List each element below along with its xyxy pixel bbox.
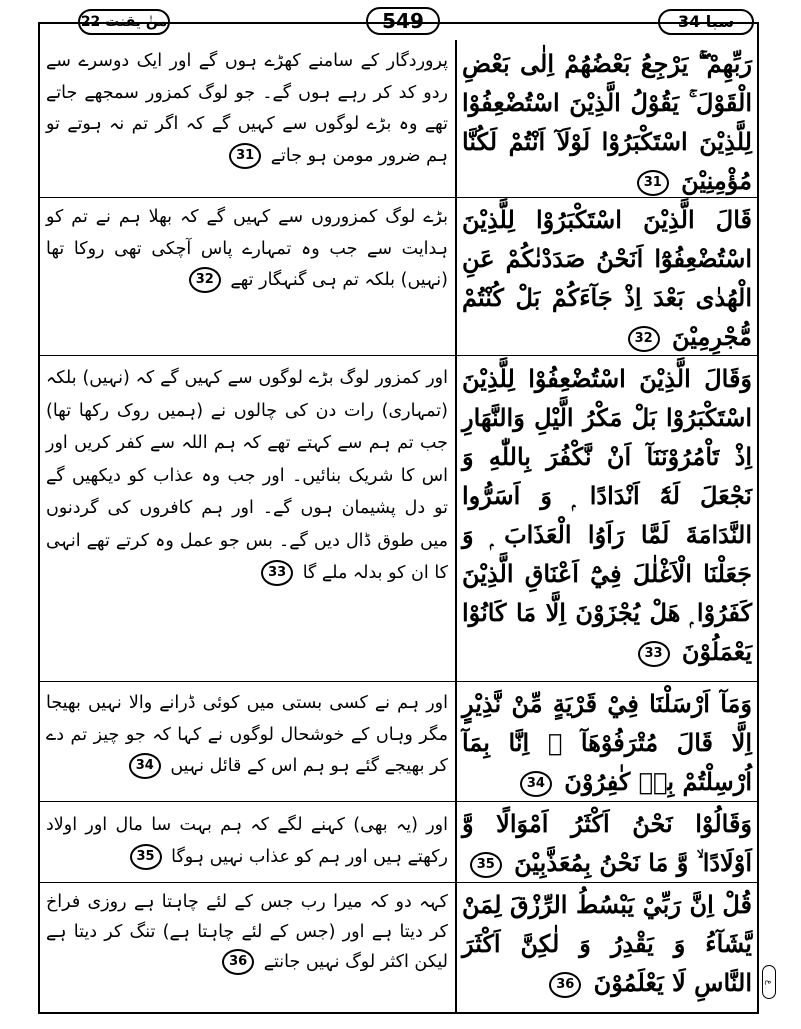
section-divider: [40, 801, 455, 802]
urdu-translation-block: [46, 202, 448, 297]
verse-number-marker: 32: [628, 326, 660, 352]
urdu-translation-block: [46, 46, 448, 172]
urdu-text: اور کمزور لوگ بڑے لوگوں سے کہیں گے کہ (نہیں) بلکہ (تمہاری) رات دن کی چالوں نے (ہمیں روک رکھا تھا) جب تم ہم سے کہتے تھے کہ ہم اللہ سے کفر کریں اور اس کا شریک بنائیں۔ اور جب وہ عذاب کو دیکھیں گے تو دل پشیمان ہوں گے۔ اور ہم کافروں کی گردنوں میں طوق ڈال دیں گے۔ بس جو عمل وہ کرتے تھے انہی کا ان کو بدلہ ملے گا: [46, 368, 448, 583]
arabic-text: وَمَآ اَرْسَلْنَا فِيْ قَرْيَةٍ مِّنْ نَّذِيْرٍ اِلَّا قَالَ مُتْرَفُوْهَآ ۙ اِنَّا بِمَآ اُرْسِلْتُمْ بِهٖ كٰفِرُوْنَ: [462, 689, 752, 796]
arabic-verse-block: [462, 684, 752, 801]
urdu-text: اور ہم نے کسی بستی میں کوئی ڈرانے والا نہیں بھیجا مگر وہاں کے خوشحال لوگوں نے کہا کہ جو چیز تم دے کر بھیجے گئے ہو ہم اس کے قائل نہیں: [46, 693, 448, 776]
section-divider: [457, 801, 757, 802]
verse-number-marker: 31: [229, 143, 261, 169]
arabic-text: وَقَالَ الَّذِيْنَ اسْتُضْعِفُوْا لِلَّذِيْنَ اسْتَكْبَرُوْا بَلْ مَكْرُ الَّيْلِ وَالنَّهَارِ اِذْ تَاْمُرُوْنَنَآ اَنْ نَّكْفُرَ بِاللّٰهِ وَ نَجْعَلَ لَهٗٓ اَنْدَادًا ۭ وَ اَسَرُّوا النَّدَامَةَ لَمَّا رَاَوُا الْعَذَابَ ۭ وَ جَعَلْنَا الْاَغْلٰلَ فِيْٓ اَعْنَاقِ الَّذِيْنَ كَفَرُوْا ۭ هَلْ يُجْزَوْنَ اِلَّا مَا كَانُوْا يَعْمَلُوْنَ: [462, 364, 752, 666]
arabic-text: رَبِّهِمْ ۖۚ يَرْجِعُ بَعْضُهُمْ اِلٰى بَعْضِ الْقَوْلَ ۚ يَقُوْلُ الَّذِيْنَ اسْتُضْعِفُوْا لِلَّذِيْنَ اسْتَكْبَرُوْا لَوْلَآ اَنْتُمْ لَكُنَّا مُؤْمِنِيْنَ: [462, 49, 752, 195]
urdu-text: پروردگار کے سامنے کھڑے ہوں گے اور ایک دوسرے سے ردو کد کر رہے ہوں گے۔ جو لوگ کمزور سمجھے جاتے تھے وہ بڑے لوگوں سے کہیں گے کہ اگر تم نہ ہوتے تو ہم ضرور مومن ہو جاتے: [46, 51, 448, 166]
section-divider: [40, 355, 455, 356]
section-divider: [40, 882, 455, 883]
verse-number-marker: 36: [222, 949, 254, 975]
verse-number-marker: 33: [638, 641, 670, 667]
urdu-translation-block: [46, 810, 448, 873]
arabic-verse-block: [462, 44, 752, 200]
urdu-translation-block: [46, 887, 448, 977]
arabic-verse-block: [462, 885, 752, 1002]
section-divider: [40, 681, 455, 682]
section-divider: [457, 681, 757, 682]
urdu-translation-block: [46, 688, 448, 783]
header-juz-label: منٰ یقنت 22: [78, 9, 170, 35]
verse-number-marker: 33: [261, 560, 293, 586]
urdu-text: بڑے لوگ کمزوروں سے کہیں گے کہ بھلا ہم نے تم کو ہدایت سے جب وہ تمہارے پاس آچکی تھی روکا تھا (نہیں) بلکہ تم ہی گنہگار تھے: [46, 207, 448, 290]
arabic-text: قَالَ الَّذِيْنَ اسْتَكْبَرُوْا لِلَّذِيْنَ اسْتُضْعِفُوْٓا اَنَحْنُ صَدَدْنٰكُمْ عَنِ الْهُدٰى بَعْدَ اِذْ جَآءَكُمْ بَلْ كُنْتُمْ مُّجْرِمِيْنَ: [462, 205, 752, 351]
arabic-verse-block: [462, 359, 752, 671]
page-number: 549: [366, 7, 440, 35]
urdu-text: کہہ دو کہ میرا رب جس کے لئے چاہتا ہے روزی فراخ کر دیتا ہے اور (جس کے لئے چاہتا ہے) تنگ کر دیتا ہے لیکن اکثر لوگ نہیں جانتے: [46, 892, 448, 972]
urdu-translation-block: [46, 362, 448, 590]
section-divider: [40, 197, 455, 198]
verse-number-marker: 35: [470, 852, 502, 878]
arabic-verse-block: [462, 200, 752, 356]
verse-number-marker: 31: [637, 170, 669, 196]
urdu-text: اور (یہ بھی) کہنے لگے کہ ہم بہت سا مال اور اولاد رکھتے ہیں اور ہم کو عذاب نہیں ہوگا: [46, 815, 448, 867]
verse-number-marker: 34: [129, 753, 161, 779]
ruku-marker: ع: [762, 965, 776, 999]
verse-number-marker: 35: [130, 844, 162, 870]
section-divider: [457, 882, 757, 883]
arabic-verse-block: [462, 804, 752, 882]
verse-number-marker: 34: [520, 771, 552, 797]
column-divider: [455, 40, 457, 1014]
arabic-text: قُلْ اِنَّ رَبِّيْ يَبْسُطُ الرِّزْقَ لِمَنْ يَّشَآءُ وَ يَقْدِرُ وَ لٰكِنَّ اَكْثَرَ النَّاسِ لَا يَعْلَمُوْنَ: [462, 890, 752, 997]
verse-number-marker: 36: [549, 972, 581, 998]
verse-number-marker: 32: [189, 267, 221, 293]
arabic-text: وَقَالُوْا نَحْنُ اَكْثَرُ اَمْوَالًا وَّ اَوْلَادًا ۙ وَّ مَا نَحْنُ بِمُعَذَّبِيْنَ: [462, 809, 752, 877]
header-surah-label: سبا 34: [658, 9, 754, 35]
